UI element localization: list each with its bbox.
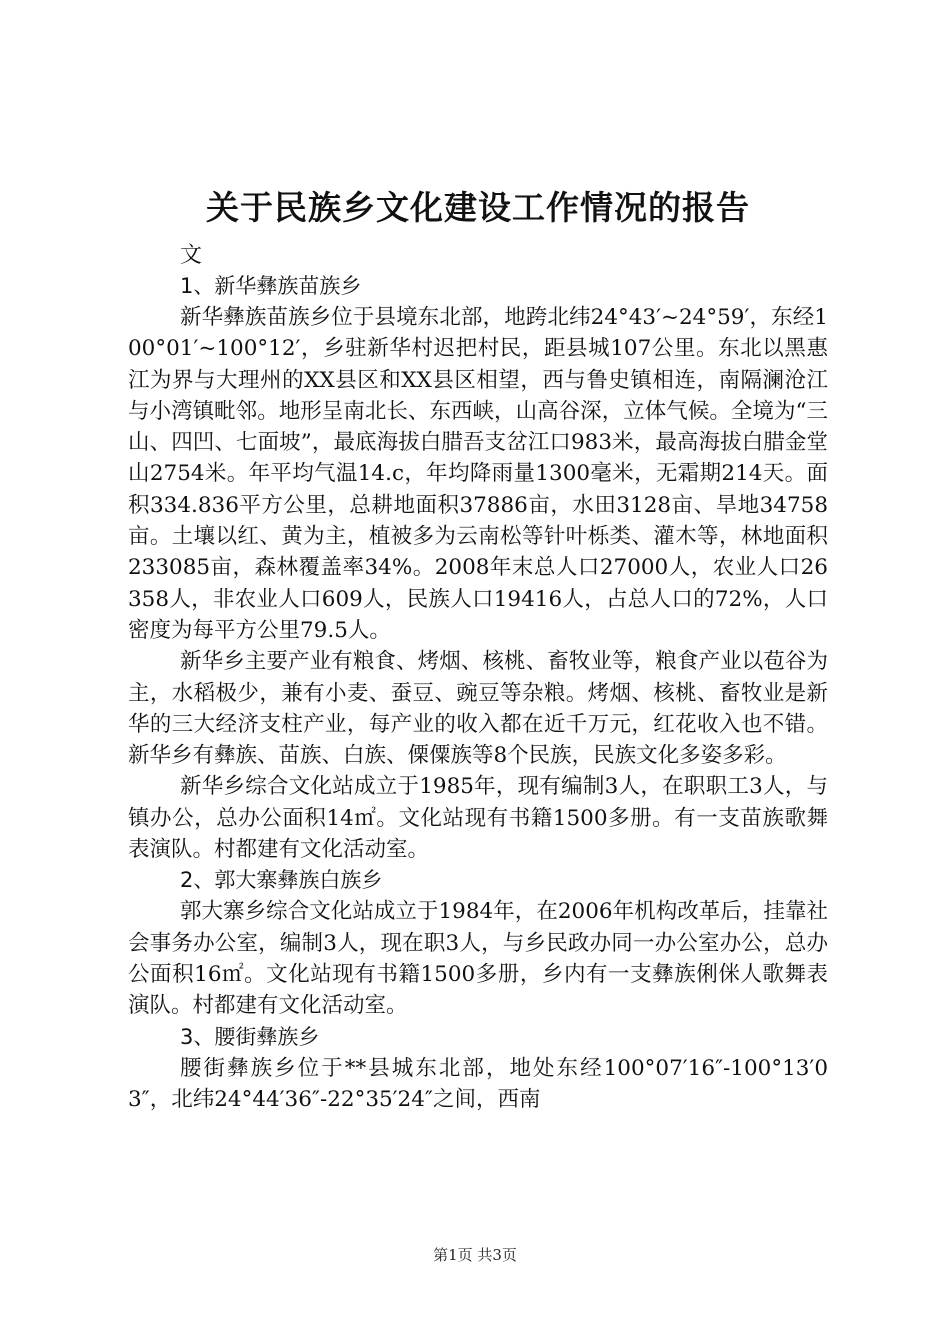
body-paragraph: 新华乡综合文化站成立于1985年，现有编制3人，在职职工3人，与镇办公，总办公面积14㎡。文化站现有书籍1500多册。有一支苗族歌舞表演队。村都建有文化活动室。 <box>128 774 828 863</box>
section-xinhua <box>128 271 828 865</box>
document-page <box>128 182 828 1115</box>
body-paragraph: 腰街彝族乡位于**县城东北部，地处东经100°07′16″-100°13′03″，北纬24°44′36″-22°35′24″之间，西南 <box>128 1055 828 1112</box>
body-paragraph: 新华乡主要产业有粮食、烤烟、核桃、畜牧业等，粮食产业以苞谷为主，水稻极少，兼有小麦、蚕豆、豌豆等杂粮。烤烟、核桃、畜牧业是新华的三大经济支柱产业，每产业的收入都在近千万元，红花收入也不错。新华乡有彝族、苗族、白族、傈僳族等8个民族，民族文化多姿多彩。 <box>128 649 828 769</box>
document-title: 关于民族乡文化建设工作情况的报告 <box>206 188 750 227</box>
section-guodazhai <box>128 865 828 1021</box>
page-footer: 第1页 共3页 <box>433 1246 517 1264</box>
section-heading: 2、郭大寨彝族白族乡 <box>180 868 383 893</box>
section-heading: 1、新华彝族苗族乡 <box>180 274 362 298</box>
author-line: 文 <box>180 243 203 268</box>
body-paragraph: 新华彝族苗族乡位于县境东北部，地跨北纬24°43′~24°59′，东经100°01′~100°12′，乡驻新华村迟把村民，距县城107公里。东北以黑惠江为界与大理州的XX县区和XX县区相望，西与鲁史镇相连，南隔澜沧江与小湾镇毗邻。地形呈南北长、东西峡，山高谷深，立体气候。全境为“三山、四凹、七面坡”，最底海拔白腊吾支岔江口983米，最高海拔白腊金堂山2754米。年平均气温14.c，年均降雨量1300毫米，无霜期214天。面积334.836平方公里，总耕地面积37886亩，水田3128亩、旱地34758亩。土壤以红、黄为主，植被多为云南松等针叶栎类、灌木等，林地面积233085亩，森林覆盖率34%。2008年末总人口27000人，农业人口26358人，非农业人口609人，民族人口19416人，占总人口的72%，人口密度为每平方公里79.5人。 <box>128 305 828 643</box>
section-yaojie <box>128 1022 828 1116</box>
body-paragraph: 郭大寨乡综合文化站成立于1984年，在2006年机构改革后，挂靠社会事务办公室，编制3人，现在职3人，与乡民政办同一办公室办公，总办公面积16㎡。文化站现有书籍1500多册，乡内有一支彝族俐侎人歌舞表演队。村都建有文化活动室。 <box>128 899 828 1019</box>
section-heading: 3、腰街彝族乡 <box>180 1024 320 1049</box>
